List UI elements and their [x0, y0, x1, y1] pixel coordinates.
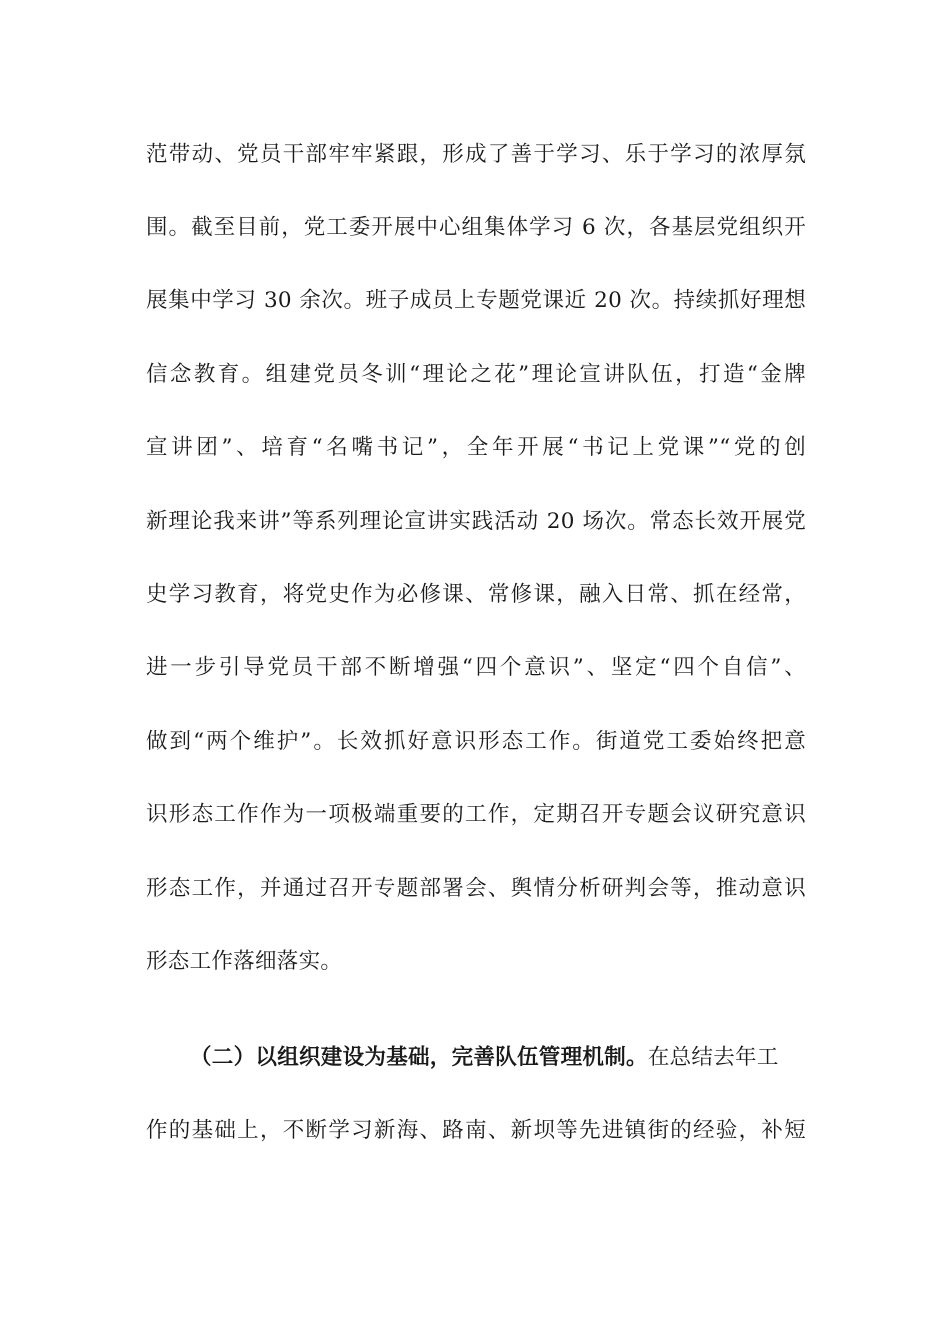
paragraph-2-first-line-text: 在总结去年工: [647, 1045, 779, 1070]
paragraph-1-line-12: 形态工作落细落实。: [146, 949, 343, 974]
paragraph-1-line-2: 围。截至目前，党工委开展中心组集体学习 6 次，各基层党组织开: [146, 215, 806, 240]
paragraph-1-line-1: 范带动、党员干部牢牢紧跟，形成了善于学习、乐于学习的浓厚氛: [146, 142, 806, 167]
paragraph-1-line-5: 宣讲团”、培育“名嘴书记”，全年开展“书记上党课”“党的创: [146, 435, 806, 460]
paragraph-1-line-10: 识形态工作作为一项极端重要的工作，定期召开专题会议研究意识: [146, 802, 806, 827]
paragraph-1-line-11: 形态工作，并通过召开专题部署会、舆情分析研判会等，推动意识: [146, 876, 806, 901]
paragraph-1-line-7: 史学习教育，将党史作为必修课、常修课，融入日常、抓在经常，: [146, 582, 806, 607]
paragraph-1-line-6: 新理论我来讲”等系列理论宣讲实践活动 20 场次。常态长效开展党: [146, 509, 806, 534]
paragraph-2-line-2: 作的基础上，不断学习新海、路南、新坝等先进镇街的经验，补短: [146, 1118, 806, 1143]
section-heading: （二）以组织建设为基础，完善队伍管理机制。: [190, 1045, 648, 1070]
paragraph-2-line-1: [190, 1038, 806, 1078]
paragraph-1-line-9: 做到“两个维护”。长效抓好意识形态工作。街道党工委始终把意: [146, 729, 806, 754]
paragraph-1-line-3: 展集中学习 30 余次。班子成员上专题党课近 20 次。持续抓好理想: [146, 288, 806, 313]
paragraph-1-line-4: 信念教育。组建党员冬训“理论之花”理论宣讲队伍，打造“金牌: [146, 362, 806, 387]
paragraph-1-line-8: 进一步引导党员干部不断增强“四个意识”、坚定“四个自信”、: [146, 655, 806, 680]
